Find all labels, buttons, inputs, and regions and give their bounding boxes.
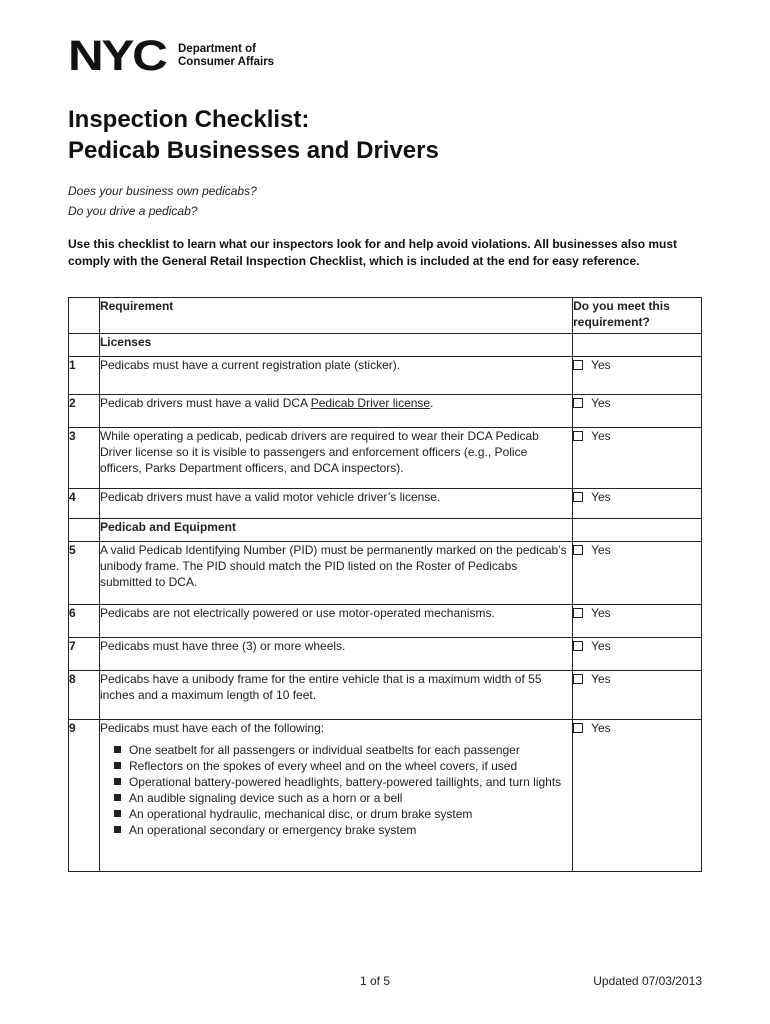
yes-label: Yes bbox=[591, 672, 611, 686]
table-row bbox=[69, 720, 702, 872]
row-text-end: . bbox=[430, 396, 434, 410]
header-requirement: Requirement bbox=[99, 298, 572, 334]
section-row-licenses bbox=[69, 334, 702, 357]
intro-paragraph: Use this checklist to learn what our inspectors look for and help avoid violations. All businesses also must comply with the General Retail Inspection Checklist, which is included at the end for easy reference. bbox=[68, 237, 678, 268]
yes-label: Yes bbox=[591, 358, 611, 372]
row-requirement: Pedicabs are not electrically powered or use motor-operated mechanisms. bbox=[99, 605, 572, 638]
bullet-square-icon bbox=[114, 794, 121, 801]
table-header-row bbox=[69, 298, 702, 334]
list-item-text: An audible signaling device such as a horn or a bell bbox=[128, 791, 403, 805]
list-item bbox=[100, 742, 572, 758]
row-requirement: Pedicab drivers must have a valid motor vehicle driver’s license. bbox=[99, 489, 572, 519]
list-item bbox=[100, 822, 572, 838]
yes-checkbox[interactable] bbox=[573, 398, 583, 408]
yes-checkbox[interactable] bbox=[573, 492, 583, 502]
section-answer-cell bbox=[573, 519, 702, 542]
department-line-2: Consumer Affairs bbox=[178, 56, 275, 68]
table-row bbox=[69, 542, 702, 605]
row-number: 4 bbox=[69, 489, 100, 519]
row-requirement: Pedicabs must have three (3) or more wheels. bbox=[99, 638, 572, 671]
equipment-list bbox=[100, 742, 572, 838]
list-item bbox=[100, 758, 572, 774]
section-answer-cell bbox=[573, 334, 702, 357]
row-number: 7 bbox=[69, 638, 100, 671]
row-number: 2 bbox=[69, 395, 100, 428]
yes-checkbox[interactable] bbox=[573, 641, 583, 651]
row-number: 3 bbox=[69, 428, 100, 489]
bullet-square-icon bbox=[114, 778, 121, 785]
row-text: Pedicabs must have each of the following: bbox=[99, 721, 325, 735]
inspection-checklist-table bbox=[68, 297, 702, 872]
row-requirement bbox=[99, 395, 572, 428]
yes-checkbox[interactable] bbox=[573, 360, 583, 370]
section-number-cell bbox=[69, 519, 100, 542]
row-answer bbox=[573, 638, 702, 671]
list-item bbox=[100, 806, 572, 822]
row-number: 8 bbox=[69, 671, 100, 720]
row-answer bbox=[573, 428, 702, 489]
bullet-square-icon bbox=[114, 826, 121, 833]
section-row-equipment bbox=[69, 519, 702, 542]
list-item-text: Operational battery-powered headlights, battery-powered taillights, and turn lights bbox=[128, 775, 562, 789]
table-row bbox=[69, 395, 702, 428]
row-number: 5 bbox=[69, 542, 100, 605]
row-answer bbox=[573, 395, 702, 428]
row-requirement: Pedicabs have a unibody frame for the entire vehicle that is a maximum width of 55 inches and a maximum length of 10 feet. bbox=[99, 671, 572, 720]
table-row bbox=[69, 671, 702, 720]
yes-checkbox[interactable] bbox=[573, 431, 583, 441]
row-requirement: A valid Pedicab Identifying Number (PID) must be permanently marked on the pedicab’s unibody frame. The PID should match the PID listed on the Roster of Pedicabs submitted to DCA. bbox=[99, 542, 572, 605]
row-answer bbox=[573, 542, 702, 605]
table-row bbox=[69, 357, 702, 395]
header-answer: Do you meet this requirement? bbox=[573, 298, 702, 334]
intro-questions bbox=[68, 181, 257, 221]
list-item-text: Reflectors on the spokes of every wheel and on the wheel covers, if used bbox=[128, 759, 518, 773]
section-title-licenses: Licenses bbox=[99, 334, 572, 357]
yes-label: Yes bbox=[591, 543, 611, 557]
pedicab-driver-license-link[interactable]: Pedicab Driver license bbox=[310, 396, 431, 410]
page-number: 1 of 5 bbox=[360, 974, 391, 988]
bullet-square-icon bbox=[114, 810, 121, 817]
row-requirement: While operating a pedicab, pedicab drivers are required to wear their DCA Pedicab Driver license so it is visible to passengers and enforcement officers (e.g., Police officers, Parks Department officers, and DCA inspectors). bbox=[99, 428, 572, 489]
list-item bbox=[100, 790, 572, 806]
yes-label: Yes bbox=[591, 639, 611, 653]
row-answer bbox=[573, 720, 702, 872]
row-answer bbox=[573, 605, 702, 638]
yes-checkbox[interactable] bbox=[573, 723, 583, 733]
row-number: 9 bbox=[69, 720, 100, 872]
list-item-text: One seatbelt for all passengers or individual seatbelts for each passenger bbox=[128, 743, 520, 757]
page-title bbox=[68, 104, 439, 166]
yes-label: Yes bbox=[591, 396, 611, 410]
yes-checkbox[interactable] bbox=[573, 545, 583, 555]
bullet-square-icon bbox=[114, 746, 121, 753]
row-requirement bbox=[99, 720, 572, 872]
row-answer bbox=[573, 671, 702, 720]
title-line-2: Pedicab Businesses and Drivers bbox=[68, 137, 439, 164]
row-number: 6 bbox=[69, 605, 100, 638]
question-1: Does your business own pedicabs? bbox=[68, 184, 257, 198]
row-answer bbox=[573, 489, 702, 519]
updated-date: Updated 07/03/2013 bbox=[593, 974, 702, 988]
title-line-1: Inspection Checklist: bbox=[68, 106, 310, 133]
yes-label: Yes bbox=[591, 490, 611, 504]
table-row bbox=[69, 489, 702, 519]
list-item bbox=[100, 774, 572, 790]
table-row bbox=[69, 638, 702, 671]
row-answer bbox=[573, 357, 702, 395]
yes-checkbox[interactable] bbox=[573, 674, 583, 684]
nyc-logo-mark: NYC bbox=[68, 32, 166, 80]
section-title-equipment: Pedicab and Equipment bbox=[99, 519, 572, 542]
header-number-cell bbox=[69, 298, 100, 334]
nyc-dca-logo bbox=[68, 32, 275, 80]
list-item-text: An operational hydraulic, mechanical disc, or drum brake system bbox=[128, 807, 473, 821]
row-text: Pedicab drivers must have a valid DCA bbox=[99, 396, 311, 410]
row-requirement: Pedicabs must have a current registration plate (sticker). bbox=[99, 357, 572, 395]
question-2: Do you drive a pedicab? bbox=[68, 204, 198, 218]
yes-checkbox[interactable] bbox=[573, 608, 583, 618]
yes-label: Yes bbox=[591, 429, 611, 443]
row-number: 1 bbox=[69, 357, 100, 395]
yes-label: Yes bbox=[591, 606, 611, 620]
list-item-text: An operational secondary or emergency brake system bbox=[128, 823, 417, 837]
department-line-1: Department of bbox=[178, 43, 256, 55]
bullet-square-icon bbox=[114, 762, 121, 769]
table-row bbox=[69, 428, 702, 489]
table-row bbox=[69, 605, 702, 638]
yes-label: Yes bbox=[591, 721, 611, 735]
section-number-cell bbox=[69, 334, 100, 357]
